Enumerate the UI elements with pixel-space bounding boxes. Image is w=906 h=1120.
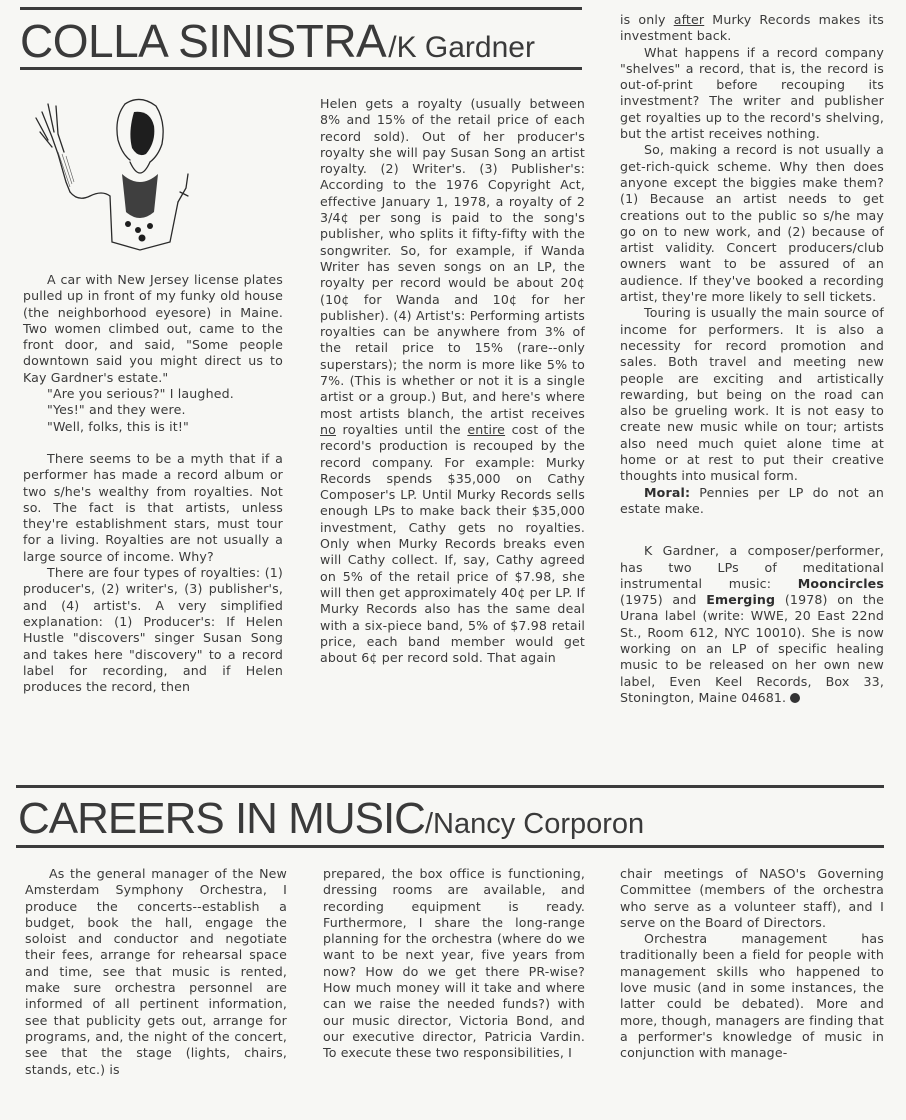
header-rule-top (20, 7, 582, 10)
paragraph: There seems to be a myth that if a performer has made a record album or two s/he's wealthy from royalties. Not so. The fact is that artists, unless they're establishment stars, must tour for a living. Royalties are not usually a large source of income. Why? (23, 450, 283, 564)
header-rule-bottom (16, 845, 884, 848)
article2-column-2 (323, 866, 585, 1062)
article-title (18, 794, 644, 844)
paragraph: Touring is usually the main source of income for performers. It is also a necessity for record promotion and sales. Both travel and meeting new people are exciting and artistically rewarding, but being on the road can also be grueling work. It is not easy to create new music while on tour; artists also need much quiet alone time at home or at rest to put their creative thoughts into musical form. (620, 305, 884, 484)
paragraph: "Yes!" and they were. (47, 402, 186, 418)
paragraph (320, 96, 585, 666)
text-run: Helen gets a royalty (usually between 8% and 15% of the retail price of each record sold). Out of her producer's royalty she will pay Susan Song an artist royalty. (2) Writer's. (3) Publisher's: According to the 1976 Copyright Act, effective January 1, 1978, a royalty of 2 3/4¢ per song is paid to the song's publisher, who splits it fifty-fifty with the songwriter. So, for example, if Wanda Writer has seven songs on an LP, the royalty per record would be about 20¢ (10¢ for Wanda and 10¢ for her publisher). (4) Artist's: Performing artists royalties can be anywhere from 3% of the retail price to 15% (rare--only superstars); the norm is more like 5% to 7%. (This is whether or not it is a single artist or a group.) But, and here's where most artists blanch, the artist receives (320, 96, 585, 421)
text-run: Murky Records makes its investment back. (620, 12, 884, 44)
text-run: K Gardner, a composer/performer, has two LPs of meditational instrumental music: (620, 543, 884, 591)
article2-column-3 (620, 866, 884, 1062)
paragraph: "Are you serious?" I laughed. (47, 386, 234, 402)
underlined-word: no (320, 421, 336, 437)
article1-column-3 (620, 12, 884, 706)
underlined-word: after (673, 12, 705, 27)
end-mark-icon (790, 693, 800, 703)
paragraph: Orchestra management has traditionally been a field for people with management skills who happened to love music (and in some instances, the latter could be debated). More and more, though, managers are finding that a performer's knowledge of music in conjunction with manage- (620, 931, 884, 1061)
article-title-main: CAREERS IN MUSIC (18, 794, 425, 843)
paragraph: chair meetings of NASO's Governing Committee (members of the orchestra who serve as a volunteer staff), and I serve on the Board of Directors. (620, 866, 884, 930)
paragraph: So, making a record is not usually a get-rich-quick scheme. Why then does anyone except the biggies make them? (1) Because an artist needs to get creations out to the public so s/he may go on to new work, and (2) because of artist validity. Concert producers/club owners want to be assured of an audience. If they've booked a recording artist, they're more likely to sell tickets. (620, 142, 884, 305)
moral-paragraph (620, 485, 884, 518)
text-run: (1975) and (620, 592, 707, 608)
article-title-main: COLLA SINISTRA (20, 15, 387, 67)
header-rule-top (16, 785, 884, 788)
paragraph: What happens if a record company "shelves" a record, that is, the record is out-of-print before recouping its investment? The writer and publisher get royalties up to the record's shelving, but the artist receives nothing. (620, 44, 884, 142)
paragraph (620, 12, 884, 45)
text-run: (1978) on the Urana label (write: WWE, 20 East 22nd St., Room 612, NYC 10010). She is now working on an LP of specific healing music to be released on her own new label, Even Keel Records, Box 33, Stonington, Maine 04681. (620, 592, 884, 705)
paragraph: "Well, folks, this is it!" (47, 418, 189, 434)
header-rule-bottom (20, 67, 582, 70)
paragraph: prepared, the box office is functioning, dressing rooms are available, and recording equipment is ready. Furthermore, I share the long-range planning for the orchestra (where do we want to be next year, five years from now? How do we get there PR-wise? How much money will it take and where can we raise the needed funds?) with our music director, Victoria Bond, and our executive director, Patricia Vardin. To execute these two responsibilities, I (323, 866, 585, 1061)
underlined-word: entire (467, 421, 506, 437)
album-title: Emerging (706, 592, 776, 608)
woman-singing-illustration (30, 92, 190, 252)
paragraph: As the general manager of the New Amsterdam Symphony Orchestra, I produce the concerts--establish a budget, book the hall, engage the soloist and conductor and negotiate their fees, arrange for rehearsal space and time, see that music is rented, make sure orchestra personnel are informed of all pertinent information, see that publicity gets out, arrange for programs, and, the night of the concert, see that the stage (lights, chairs, stands, etc.) is (25, 866, 287, 1077)
article2-column-1 (25, 866, 287, 1078)
article-title (20, 14, 535, 68)
text-run: royalties until the (336, 421, 468, 437)
article1-column-1 (23, 272, 283, 695)
text-run: is only (620, 12, 674, 27)
text-run: Pennies per LP do not an estate make. (620, 484, 884, 516)
article-byline: /Nancy Corporon (424, 808, 645, 840)
text-run: cost of the record's production is recouped by the record company. For example: Murky Records spends $35,000 on Cathy Composer's LP. Until Murky Records sells enough LPs to make back their $35,000 investment, Cathy gets no royalties. Only when Murky Records breaks even will Cathy collect. If, say, Cathy agreed on 5% of the retail price of $7.98, she will then get approximately 40¢ per LP. If Murky Records also has the same deal with a six-piece band, 5% of $7.98 retail price, each band member would get about 6¢ per record sold. That again (320, 421, 585, 666)
moral-label: Moral: (644, 484, 691, 500)
album-title: Mooncircles (797, 575, 884, 591)
paragraph: There are four types of royalties: (1) producer's, (2) writer's, (3) publisher's, and (4) artist's. A very simplified explanation: (1) Producer's: If Helen Hustle "discovers" singer Susan Song and takes here "discovery" to a record label for recording, and if Helen produces the record, then (23, 565, 283, 695)
article-byline: /K Gardner (388, 31, 535, 64)
paragraph: A car with New Jersey license plates pulled up in front of my funky old house (the neighborhood eyesore) in Maine. Two women climbed out, came to the front door, and said, "Some people downtown said you might direct us to Kay Gardner's estate." (23, 272, 283, 385)
article1-column-2 (320, 96, 585, 666)
author-bio (620, 543, 884, 706)
